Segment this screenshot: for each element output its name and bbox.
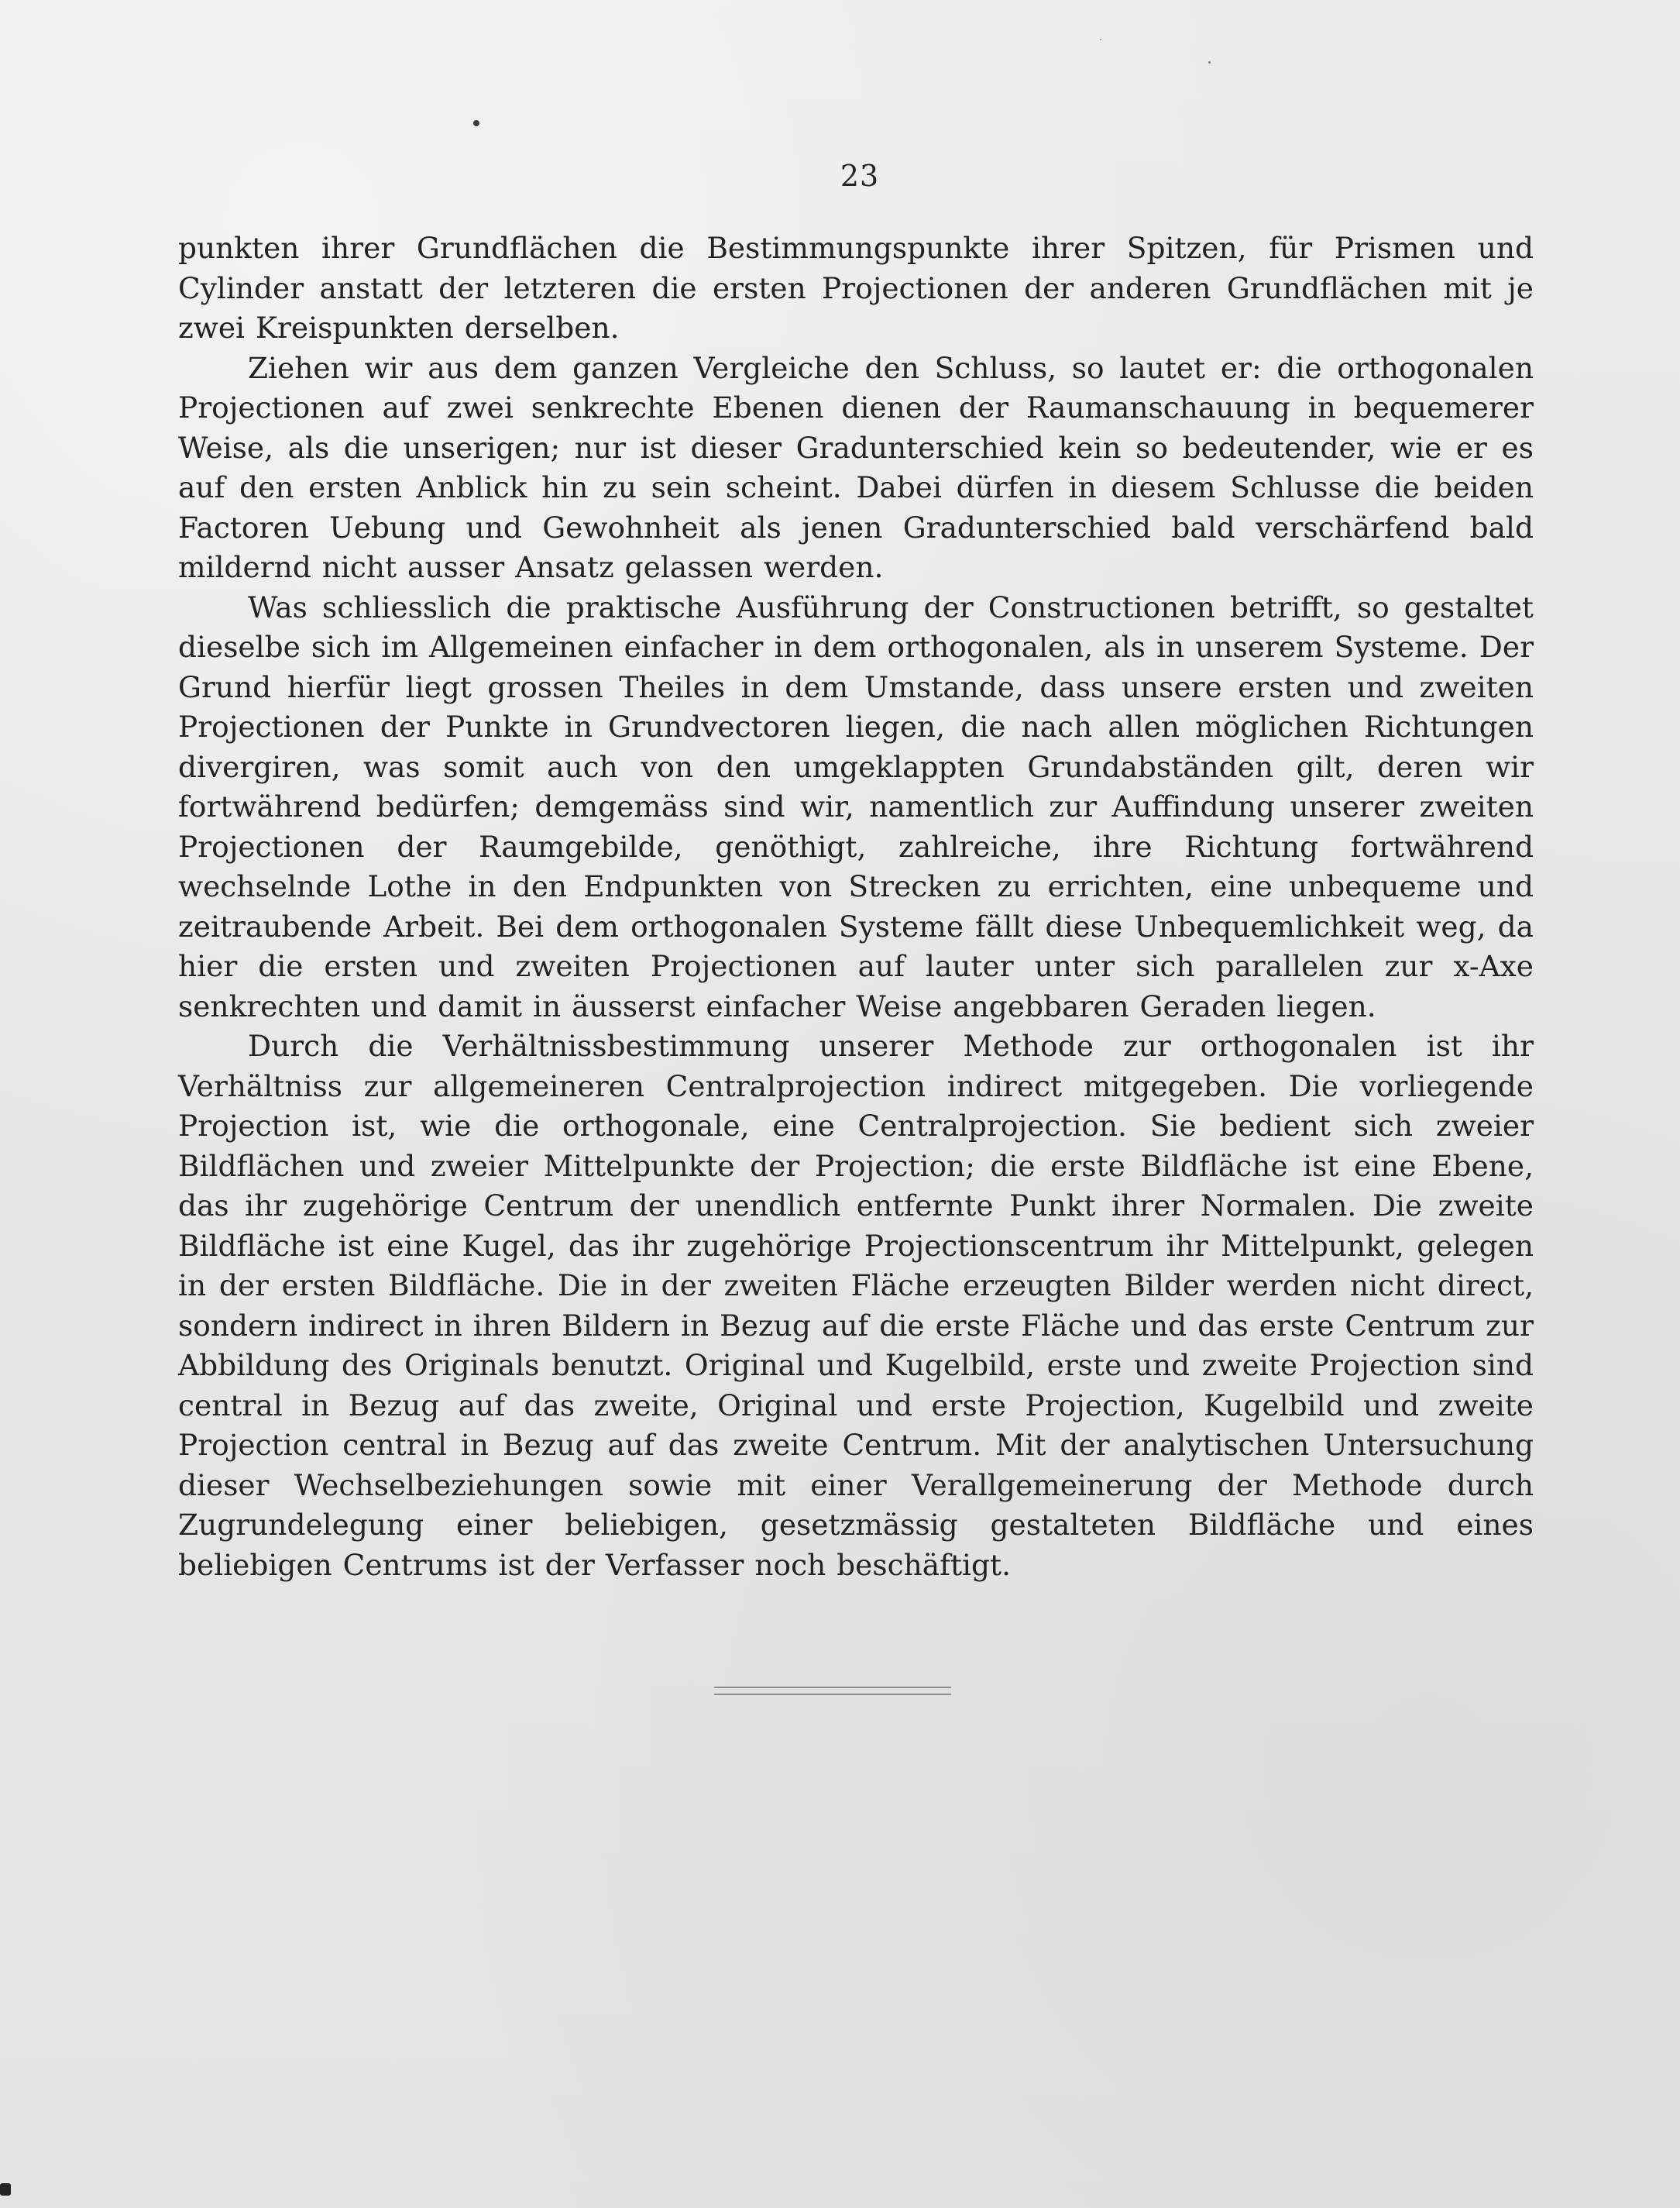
section-end-rule [714, 1687, 951, 1696]
page-edge-mark [0, 2183, 11, 2196]
paragraph: Was schliesslich die praktische Ausführung der Constructionen betrifft, so gestaltet dieselbe sich im Allgemeinen einfacher in dem orthogonalen, als in unserem Systeme. Der Grund hierfür liegt grossen Theiles in dem Umstande, dass unsere ersten und zweiten Projectionen der Punkte in Grundvectoren liegen, die nach allen möglichen Richtungen divergiren, was somit auch von den umgeklappten Grundabständen gilt, deren wir fortwährend bedürfen; demgemäss sind wir, namentlich zur Auffindung unserer zweiten Projectionen der Raumgebilde, genöthigt, zahlreiche, ihre Richtung fortwährend wechselnde Lothe in den Endpunkten von Strecken zu errichten, eine unbequeme und zeitraubende Arbeit. Bei dem orthogonalen Systeme fällt diese Unbequemlichkeit weg, da hier die ersten und zweiten Projectionen auf lauter unter sich parallelen zur x-Axe senkrechten und damit in äusserst einfacher Weise angebbaren Geraden liegen. [178, 590, 1534, 1023]
body-text [178, 229, 1534, 1585]
ink-speck [1100, 39, 1101, 40]
ink-speck [473, 120, 479, 126]
ink-speck [1208, 61, 1211, 64]
page-number: 23 [840, 159, 880, 193]
paragraph: punkten ihrer Grundflächen die Bestimmungspunkte ihrer Spitzen, für Prismen und Cylinder anstatt der letzteren die ersten Projectionen der anderen Grundflächen mit je zwei Kreispunkten derselben. [178, 231, 1534, 345]
paragraph: Durch die Verhältnissbestimmung unserer Methode zur orthogonalen ist ihr Verhältniss zur allgemeineren Centralprojection indirect mitgegeben. Die vorliegende Projection ist, wie die orthogonale, eine Centralprojection. Sie bedient sich zweier Bildflächen und zweier Mittelpunkte der Projection; die erste Bildfläche ist eine Ebene, das ihr zugehörige Centrum der unendlich entfernte Punkt ihrer Normalen. Die zweite Bildfläche ist eine Kugel, das ihr zugehörige Projectionscentrum ihr Mittelpunkt, gelegen in der ersten Bildfläche. Die in der zweiten Fläche erzeugten Bilder werden nicht direct, sondern indirect in ihren Bildern in Bezug auf die erste Fläche und das erste Centrum zur Abbildung des Originals benutzt. Original und Kugelbild, erste und zweite Projection sind central in Bezug auf das zweite, Original und erste Projection, Kugelbild und zweite Projection central in Bezug auf das zweite Centrum. Mit der analytischen Untersuchung dieser Wechselbeziehungen sowie mit einer Verallgemeinerung der Methode durch Zugrundelegung einer beliebigen, gesetzmässig gestalteten Bildfläche und eines beliebigen Centrums ist der Verfasser noch beschäftigt. [178, 1029, 1534, 1582]
paragraph: Ziehen wir aus dem ganzen Vergleiche den Schluss, so lautet er: die orthogonalen Projectionen auf zwei senkrechte Ebenen dienen der Raumanschauung in bequemerer Weise, als die unserigen; nur ist dieser Gradunterschied kein so bedeutender, wie er es auf den ersten Anblick hin zu sein scheint. Dabei dürfen in diesem Schlusse die beiden Factoren Uebung und Gewohnheit als jenen Gradunterschied bald verschärfend bald mildernd nicht ausser Ansatz gelassen werden. [178, 350, 1534, 584]
